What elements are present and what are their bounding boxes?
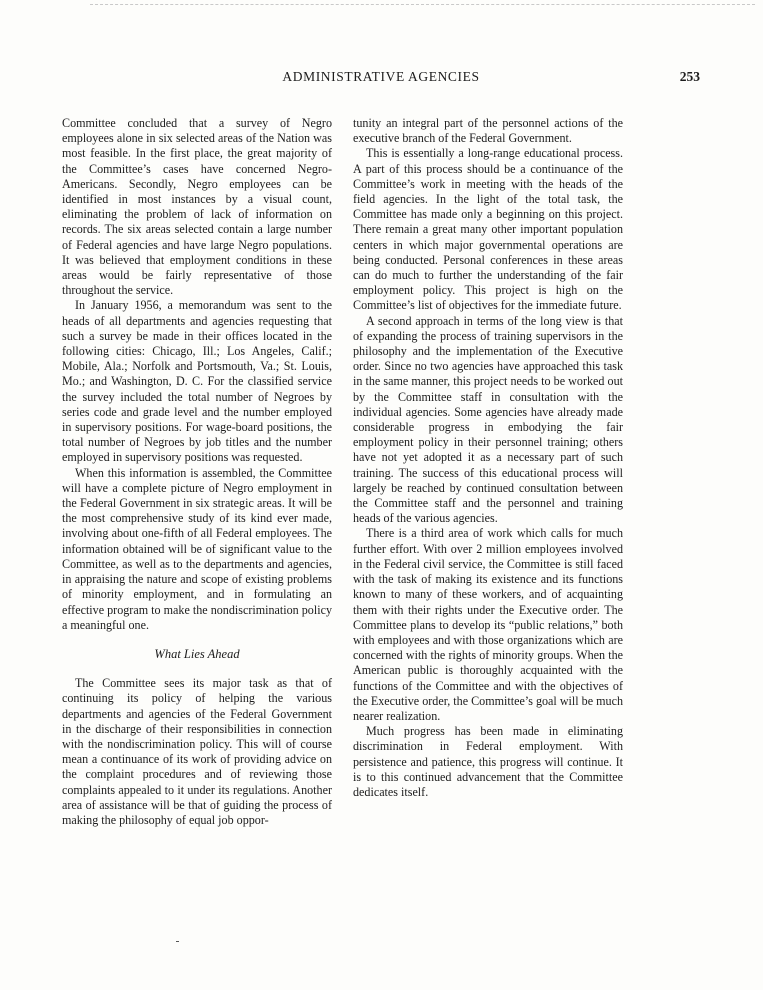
paragraph: Much progress has been made in eliminating discrimination in Federal employment. With persistence and patience, this progress will continue. It is to this continued advancement that the Committee dedicates itself. bbox=[353, 724, 623, 799]
scan-edge-line bbox=[90, 4, 755, 5]
page-header bbox=[62, 69, 700, 89]
right-column bbox=[353, 116, 623, 800]
paragraph: A second approach in terms of the long view is that of expanding the process of training supervisors in the philosophy and the implementation of the Executive order. Since no two agencies have approached this task in the same manner, this project needs to be worked out by the Committee staff in consultation with the individual agencies. Some agencies have already made considerable progress in embodying the fair employment policy in their personnel training; others have not yet adopted it as a necessary part of such training. The success of this educational process will largely be reached by continued consultation between the Committee staff and the personnel and training heads of the various agencies. bbox=[353, 313, 623, 526]
left-column bbox=[62, 116, 332, 828]
paragraph: In January 1956, a memorandum was sent to the heads of all departments and agencies requesting that such a survey be made in their offices located in the following cities: Chicago, Ill.; Los Angeles, Calif.; Mobile, Ala.; Norfolk and Portsmouth, Va.; St. Louis, Mo.; and Washington, D. C. For the classified service the survey included the total number of Negroes by series code and grade level and the number employed in supervisory positions. For wage-board positions, the total number of Negroes by job titles and the number employed in supervisory positions was requested. bbox=[62, 298, 332, 465]
paragraph: There is a third area of work which calls for much further effort. With over 2 million employees involved in the Federal civil service, the Committee is still faced with the task of making its existence and its functions known to many of these workers, and of acquainting them with their rights under the Executive order. The Committee plans to develop its “public relations,” both with employees and with those organizations which are concerned with the rights of minority groups. When the American public is thoroughly acquainted with the functions of the Committee and with the objectives of the Executive order, the Committee’s goal will be much nearer realization. bbox=[353, 526, 623, 723]
paragraph: Committee concluded that a survey of Negro employees alone in six selected areas of the Nation was most feasible. In the first place, the great majority of the Committee’s cases have concerned Negro-Americans. Secondly, Negro employees can be identified in most instances by a visual count, eliminating the problem of lack of information on records. The six areas selected contain a large number of Federal agencies and have large Negro populations. It was believed that employment conditions in these areas would be fairly representative of those throughout the service. bbox=[62, 116, 332, 298]
paragraph: This is essentially a long-range educational process. A part of this process should be a continuance of the Committee’s work in meeting with the heads of the field agencies. In the light of the total task, the Committee has made only a beginning on this project. There remain a great many other important population centers in which major governmental operations are being conducted. Personal conferences in these areas can do much to further the understanding of the fair employment policy. This project is high on the Committee’s list of objectives for the immediate future. bbox=[353, 146, 623, 313]
section-heading: What Lies Ahead bbox=[154, 646, 240, 661]
scan-speck bbox=[176, 941, 179, 942]
paragraph: When this information is assembled, the Committee will have a complete picture of Negro employment in the Federal Government in six strategic areas. It will be the most comprehensive study of its kind ever made, involving about one-fifth of all Federal employees. The information obtained will be of significant value to the Committee, as well as to the departments and agencies, in appraising the nature and scope of existing problems of minority employment, and in formulating an effective program to make the nondiscrimination policy a meaningful one. bbox=[62, 465, 332, 632]
page-number: 253 bbox=[679, 69, 700, 84]
paragraph: tunity an integral part of the personnel actions of the executive branch of the Federal Government. bbox=[353, 116, 623, 146]
running-title: ADMINISTRATIVE AGENCIES bbox=[282, 69, 480, 84]
paragraph: The Committee sees its major task as that of continuing its policy of helping the various departments and agencies of the Federal Government in the discharge of their responsibilities in connection with the nondiscrimination policy. This will of course mean a continuance of its work of providing advice on the complaint procedures and of reviewing those complaints appealed to it under its regulations. Another area of assistance will be that of guiding the process of making the philosophy of equal job oppor- bbox=[62, 676, 332, 827]
